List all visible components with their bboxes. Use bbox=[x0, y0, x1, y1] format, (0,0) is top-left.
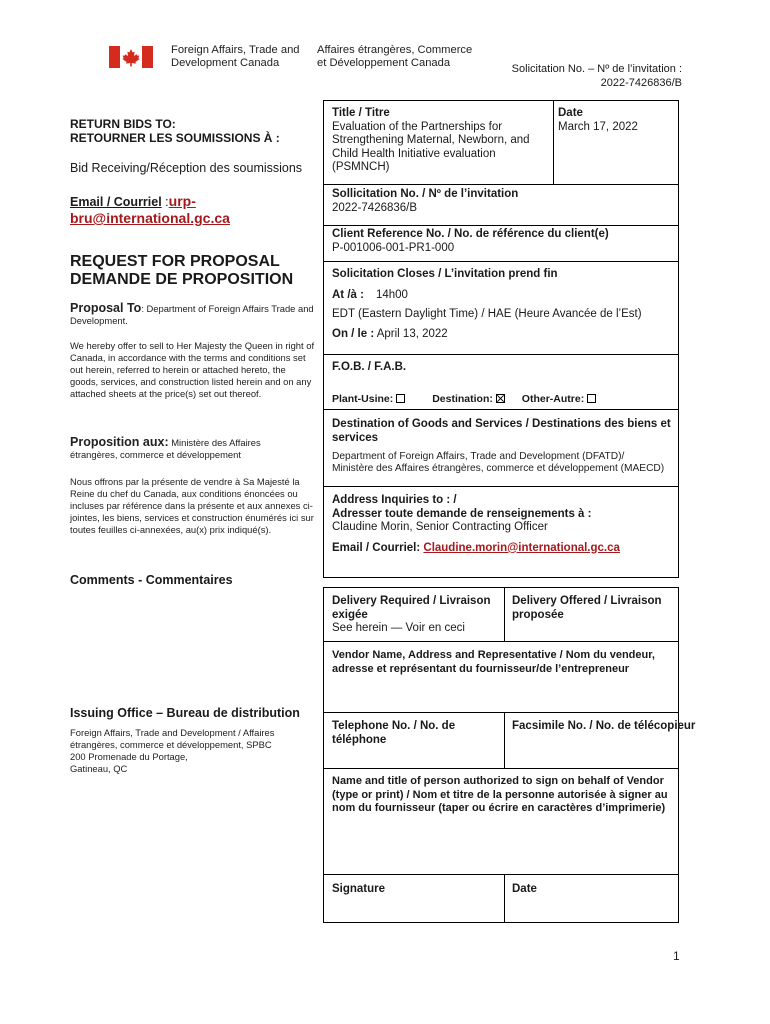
solicitation-header: Solicitation No. – Nº de l’invitation : 2022-7426836/B bbox=[511, 63, 682, 89]
destination-checkbox[interactable] bbox=[496, 394, 505, 403]
proposal-to: Proposal To: Department of Foreign Affairs Trade and Development. bbox=[70, 301, 314, 326]
other-checkbox[interactable] bbox=[587, 394, 596, 403]
comments-heading: Comments - Commentaires bbox=[70, 573, 233, 587]
offer-fr: Nous offrons par la présente de vendre à Sa Majesté la Reine du chef du Canada, aux conditions énoncées ou incluses par référence dans la présente et aux annexes ci-jointes, les biens, services et construction énumérés ici sur toutes feuilles ci-annexées, au(x) prix indiqué(s). bbox=[70, 476, 314, 535]
telephone-field[interactable]: Telephone No. / No. de téléphone bbox=[332, 720, 456, 746]
signature-field[interactable]: Signature bbox=[332, 883, 386, 895]
canada-flag-logo bbox=[109, 46, 153, 68]
vendor-info-box bbox=[323, 587, 679, 923]
department-name-en: Foreign Affairs, Trade and Development Canada bbox=[171, 44, 300, 69]
plant-checkbox[interactable] bbox=[396, 394, 405, 403]
offer-en: We hereby offer to sell to Her Majesty the Queen in right of Canada, in accordance with the terms and conditions set out herein, referred to herein or attached hereto, the goods, services, and construction listed herein and on any attached sheets at the price(s) set out thereof. bbox=[70, 340, 315, 399]
solicitation-number-field: Sollicitation No. / Nº de l’invitation 2022-7426836/B bbox=[332, 188, 519, 214]
return-bids-heading: RETURN BIDS TO: RETOURNER LES SOUMISSIONS À : bbox=[70, 117, 280, 145]
return-email-link[interactable]: urp- bbox=[168, 193, 196, 209]
solicitation-closes-field: Solicitation Closes / L’invitation prend fin At /à : 14h00 EDT (Eastern Daylight Time) / HAE (Heure Avancée de l’Est) On / le : April 13, 2022 bbox=[332, 268, 642, 340]
rfp-title: REQUEST FOR PROPOSAL DEMANDE DE PROPOSITION bbox=[70, 253, 294, 288]
return-email: Email / Courriel :urp- bru@international.gc.ca bbox=[70, 193, 230, 226]
issuing-office-heading: Issuing Office – Bureau de distribution bbox=[70, 706, 300, 720]
signature-date-field[interactable]: Date bbox=[512, 883, 537, 895]
facsimile-field[interactable]: Facsimile No. / No. de télécopieur bbox=[512, 720, 696, 732]
client-reference-field: Client Reference No. / No. de référence du client(e) P-001006-001-PR1-000 bbox=[332, 228, 609, 254]
destination-goods-field: Destination of Goods and Services / Destinations des biens et services Department of Foreign Affairs, Trade and Development (DFATD)/ Ministère des Affaires étrangères, commerce et développement (MAECD) bbox=[332, 418, 671, 474]
inquiries-email-link[interactable]: Claudine.morin@international.gc.ca bbox=[423, 541, 620, 554]
authorized-signer-field[interactable]: Name and title of person authorized to sign on behalf of Vendor (type or print) / Nom et titre de la personne autorisée à signer au nom du fournisseur (taper ou écrire en caractères d’imprimerie) bbox=[332, 775, 668, 814]
delivery-offered-field[interactable]: Delivery Offered / Livraison proposée bbox=[512, 595, 662, 621]
title-field: Title / Titre Evaluation of the Partnerships for Strengthening Maternal, Newborn, and Child Health Initiative evaluation (PSMNCH) bbox=[332, 107, 530, 173]
inquiries-field: Address Inquiries to : / Adresser toute demande de renseignements à : Claudine Morin, Senior Contracting Officer Email / Courriel: Claudine.morin@international.gc.ca bbox=[332, 494, 620, 554]
delivery-required-field: Delivery Required / Livraison exigée See herein — Voir en ceci bbox=[332, 595, 491, 634]
department-name-fr: Affaires étrangères, Commerce et Développement Canada bbox=[317, 44, 473, 69]
fob-field: F.O.B. / F.A.B. bbox=[332, 361, 407, 373]
proposition-aux: Proposition aux: Ministère des Affaires étrangères, commerce et développement bbox=[70, 435, 261, 460]
page-number: 1 bbox=[673, 949, 680, 963]
date-field: Date March 17, 2022 bbox=[558, 107, 638, 133]
return-email-link-cont[interactable]: bru@international.gc.ca bbox=[70, 210, 230, 226]
vendor-name-field[interactable]: Vendor Name, Address and Representative / Nom du vendeur, adresse et représentant du fournisseur/de l’entrepreneur bbox=[332, 649, 655, 675]
bid-receiving: Bid Receiving/Réception des soumissions bbox=[70, 161, 303, 175]
issuing-office-address: Foreign Affairs, Trade and Development / Affaires étrangères, commerce et développement, SPBC 200 Promenade du Portage, Gatineau, QC bbox=[70, 727, 275, 774]
fob-options: Plant-Usine: Destination: Other-Autre: bbox=[332, 393, 596, 407]
